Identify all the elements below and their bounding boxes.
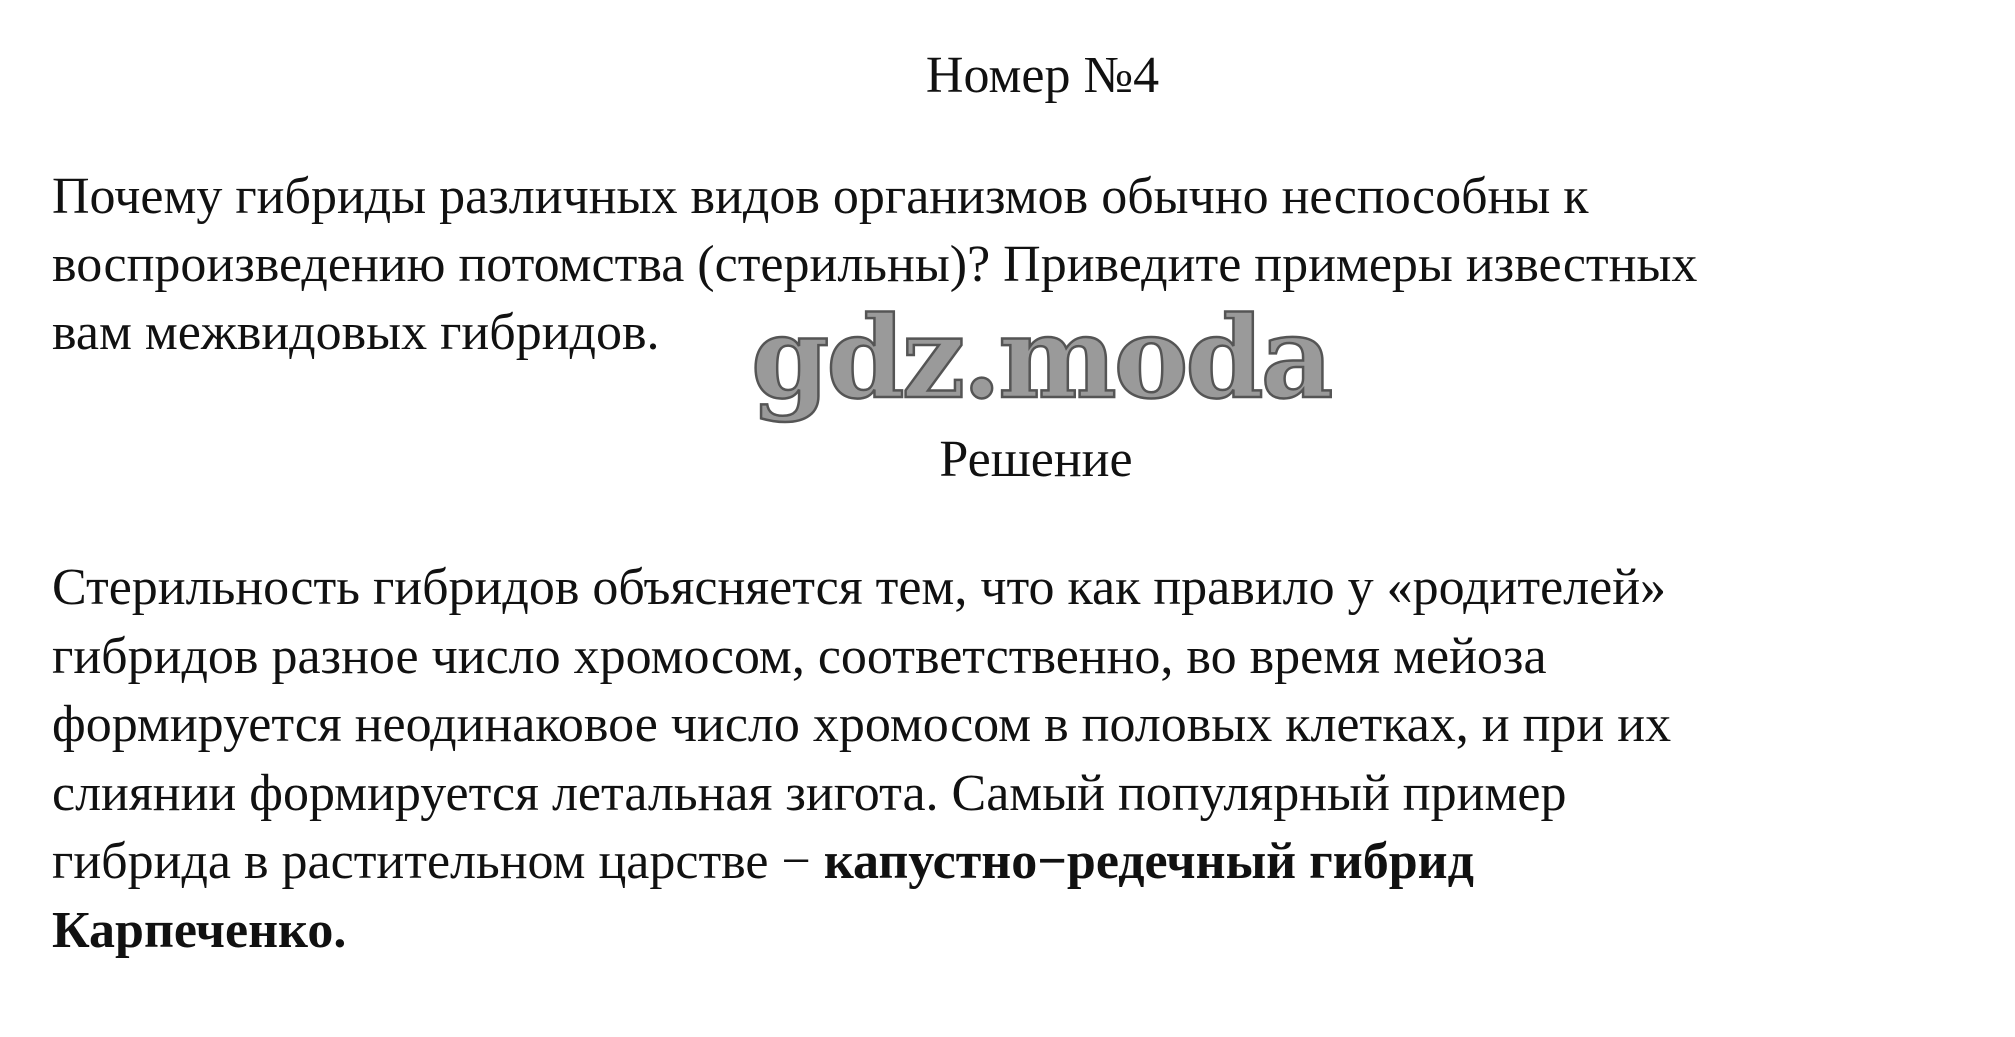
- question-text: [52, 163, 2012, 367]
- answer-highlight: капустно−редечный гибрид: [823, 833, 1474, 890]
- answer-line: гибридов разное число хромосом, соответственно, во время мейоза: [52, 627, 1547, 685]
- question-line: Почему гибриды различных видов организмов обычно неспособны к: [52, 168, 1589, 225]
- question-line: воспроизведению потомства (стерильны)? Приведите примеры известных: [52, 236, 1698, 293]
- answer-highlight: Карпеченко.: [52, 901, 347, 959]
- answer-line: [52, 828, 2012, 897]
- answer-line: Стерильность гибридов объясняется тем, что как правило у «родителей»: [52, 559, 1667, 616]
- answer-line-text: гибрида в растительном царстве −: [52, 833, 824, 890]
- answer-line: формируется неодинаковое число хромосом в половых клетках, и при их: [52, 696, 1672, 753]
- watermark-text: gdz.moda: [751, 305, 1331, 424]
- question-line: вам межвидовых гибридов.: [52, 304, 660, 361]
- page-title: Номер №4: [925, 47, 1160, 104]
- answer-line: слиянии формируется летальная зигота. Самый популярный пример: [52, 764, 1567, 822]
- solution-heading: Решение: [939, 431, 1133, 488]
- answer-text: [52, 554, 2012, 965]
